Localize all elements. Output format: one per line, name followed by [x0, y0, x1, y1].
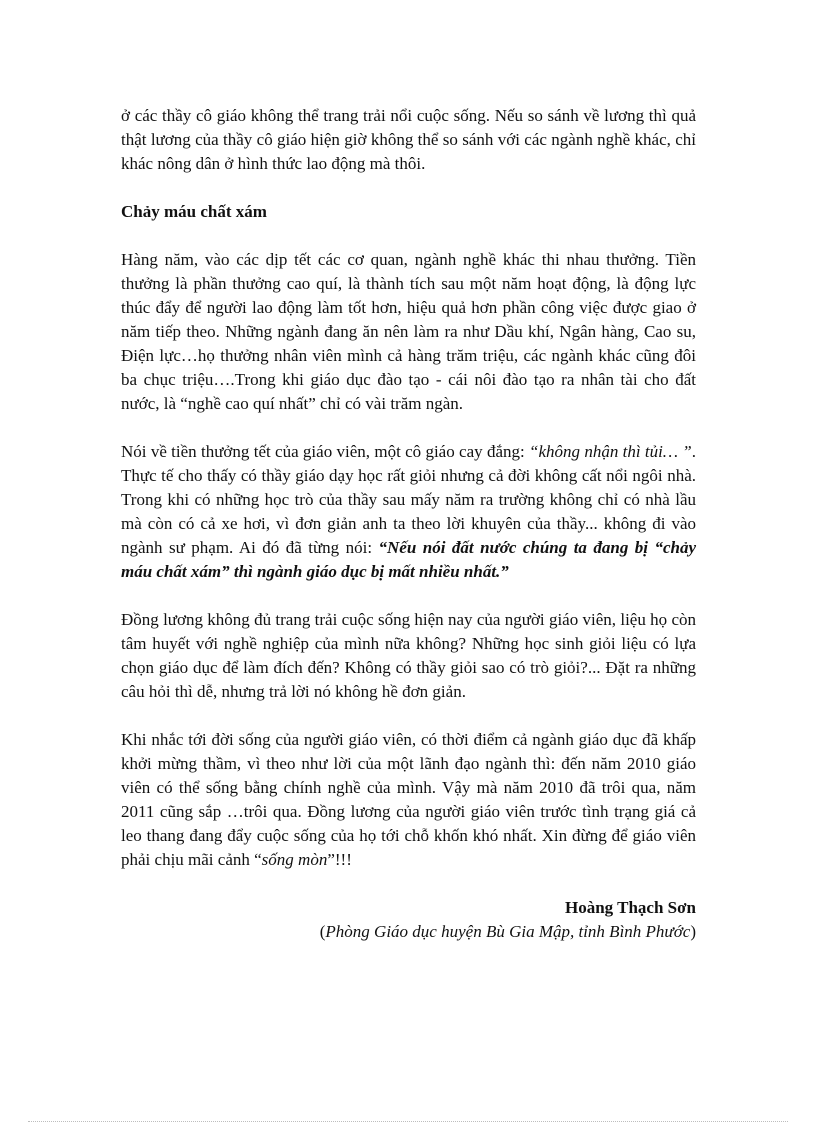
author-name: Hoàng Thạch Sơn	[565, 898, 696, 917]
paragraph-text: . Thực tế cho thấy có thầy giáo dạy học rất giỏi nhưng cả đời không cất nổi ngôi nhà. Trong khi có những học trò của thầy sau mấy năm ra trường không chỉ có nhà lầu mà còn có cả xe hơi, vì đơn giản anh ta theo lời khuyên của thầy... không đi vào ngành sư phạm. Ai đó đã từng nói:	[121, 442, 696, 557]
italic-phrase: sống mòn	[261, 850, 328, 869]
signature-block	[121, 896, 696, 944]
author-affiliation	[121, 920, 696, 944]
paren-open: (	[319, 922, 326, 941]
document-body	[121, 104, 696, 944]
affiliation-text: Phòng Giáo dục huyện Bù Gia Mập, tỉnh Bình Phước	[325, 922, 691, 941]
paragraph-text: Nói về tiền thưởng tết của giáo viên, một cô giáo cay đắng:	[121, 442, 530, 461]
paragraph-closing	[121, 728, 696, 872]
section-heading: Chảy máu chất xám	[121, 202, 267, 221]
paragraph-text: ”!!!	[327, 850, 352, 869]
paragraph-questions: Đồng lương không đủ trang trải cuộc sống hiện nay của người giáo viên, liệu họ còn tâm huyết với nghề nghiệp của mình nữa không? Những học sinh giỏi liệu có lựa chọn giáo dục để làm đích đến? Không có thầy giỏi sao có trò giỏi?... Đặt ra những câu hỏi thì dễ, nhưng trả lời nó không hề đơn giản.	[121, 610, 696, 701]
emphasized-quote: “Nếu nói đất nước chúng ta đang bị “chảy máu chất xám” thì ngành giáo dục bị mất nhiều nhất.”	[121, 538, 697, 581]
page-bottom-divider	[28, 1121, 788, 1122]
paragraph-teacher-quote	[121, 440, 696, 584]
paren-close: )	[690, 922, 696, 941]
paragraph-text: Khi nhắc tới đời sống của người giáo viên, có thời điểm cả ngành giáo dục đã khấp khởi mừng thầm, vì theo như lời của một lãnh đạo ngành thì: đến năm 2010 giáo viên có thể sống bằng chính nghề của mình. Vậy mà năm 2010 đã trôi qua, năm 2011 cũng sắp …trôi qua. Đồng lương của người giáo viên trước tình trạng giá cả leo thang đang đẩy cuộc sống của họ tới chỗ khốn khó nhất. Xin đừng để giáo viên phải chịu mãi cảnh “	[121, 730, 696, 869]
quote-text: “không nhận thì tủi… ”	[529, 442, 692, 461]
paragraph-tet-bonus: Hàng năm, vào các dịp tết các cơ quan, ngành nghề khác thi nhau thưởng. Tiền thưởng là phần thưởng cao quí, là thành tích sau một năm hoạt động, là động lực thúc đẩy để người lao động làm tốt hơn, hiệu quả hơn phần công việc được giao ở năm tiếp theo. Những ngành đang ăn nên làm ra như Dầu khí, Ngân hàng, Cao su, Điện lực…họ thưởng nhân viên mình cả hàng trăm triệu, các ngành khác cũng đôi ba chục triệu….Trong khi giáo dục đào tạo - cái nôi đào tạo ra nhân tài cho đất nước, là “nghề cao quí nhất” chỉ có vài trăm ngàn.	[121, 250, 696, 413]
paragraph-salary-comparison: ở các thầy cô giáo không thể trang trải nổi cuộc sống. Nếu so sánh về lương thì quả thật lương của thầy cô giáo hiện giờ không thể so sánh với các ngành nghề khác, chỉ khác nông dân ở hình thức lao động mà thôi.	[121, 106, 696, 173]
